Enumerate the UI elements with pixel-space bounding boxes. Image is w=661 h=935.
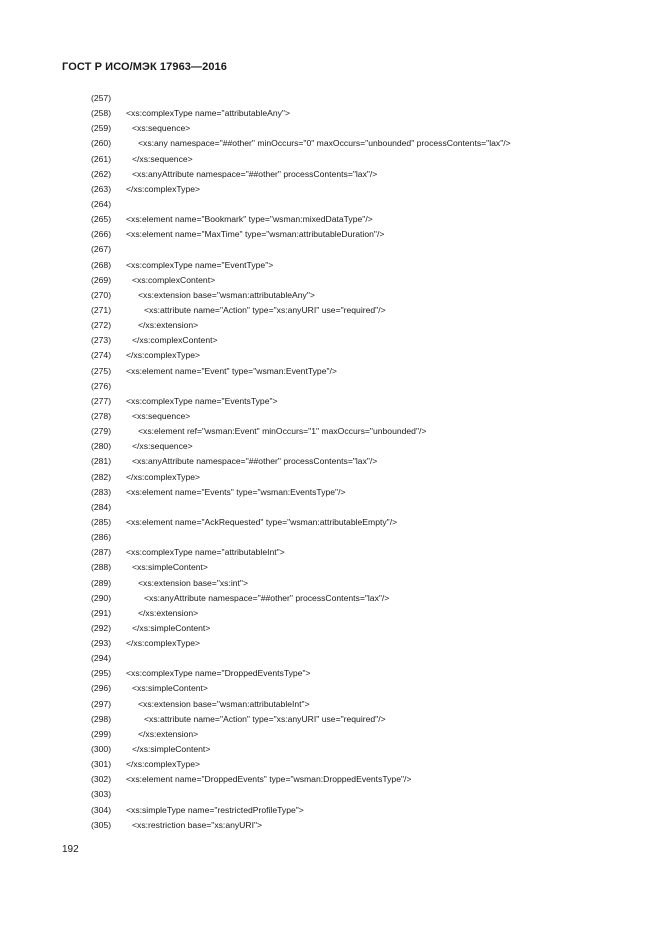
code-line [0, 227, 661, 242]
page-header-title: ГОСТ Р ИСО/МЭК 17963—2016 [62, 61, 227, 73]
code-line [0, 288, 661, 303]
code-line [0, 242, 661, 257]
line-number: (264) [91, 198, 112, 209]
line-number: (303) [91, 789, 112, 800]
code-line [0, 212, 661, 227]
line-code: <xs:element name="Event" type="wsman:EventType"/> [126, 365, 337, 376]
line-number: (305) [91, 819, 112, 830]
line-code: </xs:complexType> [126, 759, 201, 770]
code-listing [0, 91, 661, 833]
line-code: </xs:complexType> [126, 350, 201, 361]
line-number: (294) [91, 653, 112, 664]
line-number: (289) [91, 577, 112, 588]
line-code: </xs:extension> [138, 728, 199, 739]
code-line [0, 303, 661, 318]
line-code: </xs:simpleContent> [132, 744, 211, 755]
code-line [0, 318, 661, 333]
line-number: (259) [91, 123, 112, 134]
page-number: 192 [62, 844, 79, 855]
line-code: <xs:element name="Events" type="wsman:EventsType"/> [126, 486, 346, 497]
line-code: <xs:complexType name="attributableAny"> [126, 108, 290, 119]
line-code: </xs:complexType> [126, 471, 201, 482]
code-line [0, 333, 661, 348]
code-line [0, 621, 661, 636]
line-code: </xs:complexType> [126, 183, 201, 194]
line-number: (302) [91, 774, 112, 785]
line-code: </xs:extension> [138, 320, 199, 331]
line-number: (273) [91, 335, 112, 346]
line-code: <xs:attribute name="Action" type="xs:anyURI" use="required"/> [144, 713, 386, 724]
line-number: (260) [91, 138, 112, 149]
line-number: (298) [91, 713, 112, 724]
line-number: (278) [91, 410, 112, 421]
line-number: (299) [91, 728, 112, 739]
code-line [0, 106, 661, 121]
line-number: (300) [91, 744, 112, 755]
line-number: (291) [91, 607, 112, 618]
code-line [0, 545, 661, 560]
line-number: (288) [91, 562, 112, 573]
code-line [0, 182, 661, 197]
line-code: <xs:any namespace="##other" minOccurs="0" maxOccurs="unbounded" processContents="lax"/> [138, 138, 511, 149]
code-line [0, 152, 661, 167]
line-code: </xs:complexType> [126, 638, 201, 649]
line-code: <xs:element name="DroppedEvents" type="wsman:DroppedEventsType"/> [126, 774, 412, 785]
line-number: (297) [91, 698, 112, 709]
line-number: (286) [91, 532, 112, 543]
line-code: <xs:restriction base="xs:anyURI"> [132, 819, 263, 830]
line-code: <xs:element ref="wsman:Event" minOccurs="1" maxOccurs="unbounded"/> [138, 426, 427, 437]
line-code: </xs:complexContent> [132, 335, 218, 346]
code-line [0, 651, 661, 666]
line-number: (293) [91, 638, 112, 649]
line-number: (276) [91, 380, 112, 391]
code-line [0, 273, 661, 288]
code-line [0, 379, 661, 394]
code-line [0, 409, 661, 424]
code-line [0, 606, 661, 621]
code-line [0, 681, 661, 696]
code-line [0, 742, 661, 757]
line-number: (284) [91, 501, 112, 512]
line-number: (270) [91, 289, 112, 300]
code-line [0, 530, 661, 545]
line-number: (257) [91, 93, 112, 103]
line-number: (296) [91, 683, 112, 694]
line-code: <xs:element name="MaxTime" type="wsman:attributableDuration"/> [126, 229, 385, 240]
code-line [0, 500, 661, 515]
code-line [0, 394, 661, 409]
line-code: <xs:complexType name="attributableInt"> [126, 547, 285, 558]
line-number: (258) [91, 108, 112, 119]
code-line [0, 757, 661, 772]
line-number: (282) [91, 471, 112, 482]
code-line [0, 666, 661, 681]
code-line [0, 560, 661, 575]
line-number: (280) [91, 441, 112, 452]
line-number: (295) [91, 668, 112, 679]
code-line [0, 121, 661, 136]
line-number: (267) [91, 244, 112, 255]
code-line [0, 470, 661, 485]
line-code: <xs:element name="Bookmark" type="wsman:mixedDataType"/> [126, 214, 373, 225]
code-line [0, 636, 661, 651]
line-number: (301) [91, 759, 112, 770]
code-line [0, 485, 661, 500]
line-number: (261) [91, 153, 112, 164]
code-line [0, 712, 661, 727]
line-number: (272) [91, 320, 112, 331]
line-code: <xs:simpleContent> [132, 562, 208, 573]
line-code: <xs:anyAttribute namespace="##other" processContents="lax"/> [132, 456, 378, 467]
line-code: <xs:sequence> [132, 410, 191, 421]
line-code: <xs:extension base="wsman:attributableInt"> [138, 698, 310, 709]
code-line [0, 727, 661, 742]
line-number: (269) [91, 274, 112, 285]
line-number: (263) [91, 183, 112, 194]
line-number: (290) [91, 592, 112, 603]
line-number: (274) [91, 350, 112, 361]
line-code: <xs:simpleType name="restrictedProfileType"> [126, 804, 304, 815]
line-code: </xs:sequence> [132, 153, 193, 164]
line-number: (292) [91, 622, 112, 633]
code-line [0, 803, 661, 818]
code-line [0, 258, 661, 273]
line-code: <xs:attribute name="Action" type="xs:anyURI" use="required"/> [144, 304, 386, 315]
code-line [0, 364, 661, 379]
code-line [0, 454, 661, 469]
line-code: <xs:extension base="wsman:attributableAny"> [138, 289, 315, 300]
code-line [0, 591, 661, 606]
code-line [0, 348, 661, 363]
line-number: (281) [91, 456, 112, 467]
line-code: <xs:complexType name="EventType"> [126, 259, 274, 270]
code-line [0, 439, 661, 454]
line-number: (265) [91, 214, 112, 225]
line-number: (275) [91, 365, 112, 376]
line-number: (271) [91, 304, 112, 315]
line-number: (285) [91, 516, 112, 527]
line-code: <xs:simpleContent> [132, 683, 208, 694]
line-number: (277) [91, 395, 112, 406]
line-number: (279) [91, 426, 112, 437]
line-code: </xs:extension> [138, 607, 199, 618]
line-code: <xs:complexType name="DroppedEventsType"> [126, 668, 311, 679]
line-code: <xs:anyAttribute namespace="##other" processContents="lax"/> [144, 592, 390, 603]
line-code: <xs:complexType name="EventsType"> [126, 395, 278, 406]
code-line [0, 424, 661, 439]
code-line [0, 515, 661, 530]
line-code: </xs:simpleContent> [132, 622, 211, 633]
line-code: <xs:element name="AckRequested" type="wsman:attributableEmpty"/> [126, 516, 398, 527]
code-line [0, 818, 661, 833]
line-number: (283) [91, 486, 112, 497]
code-line [0, 197, 661, 212]
code-line [0, 772, 661, 787]
code-line [0, 576, 661, 591]
code-line [0, 167, 661, 182]
line-code: <xs:complexContent> [132, 274, 216, 285]
line-number: (262) [91, 168, 112, 179]
line-code: <xs:sequence> [132, 123, 191, 134]
code-line [0, 787, 661, 802]
code-line [0, 697, 661, 712]
code-line [0, 136, 661, 151]
line-number: (266) [91, 229, 112, 240]
line-number: (268) [91, 259, 112, 270]
line-code: <xs:extension base="xs:int"> [138, 577, 249, 588]
line-number: (287) [91, 547, 112, 558]
line-code: </xs:sequence> [132, 441, 193, 452]
line-code: <xs:anyAttribute namespace="##other" processContents="lax"/> [132, 168, 378, 179]
line-number: (304) [91, 804, 112, 815]
code-line [0, 91, 661, 106]
